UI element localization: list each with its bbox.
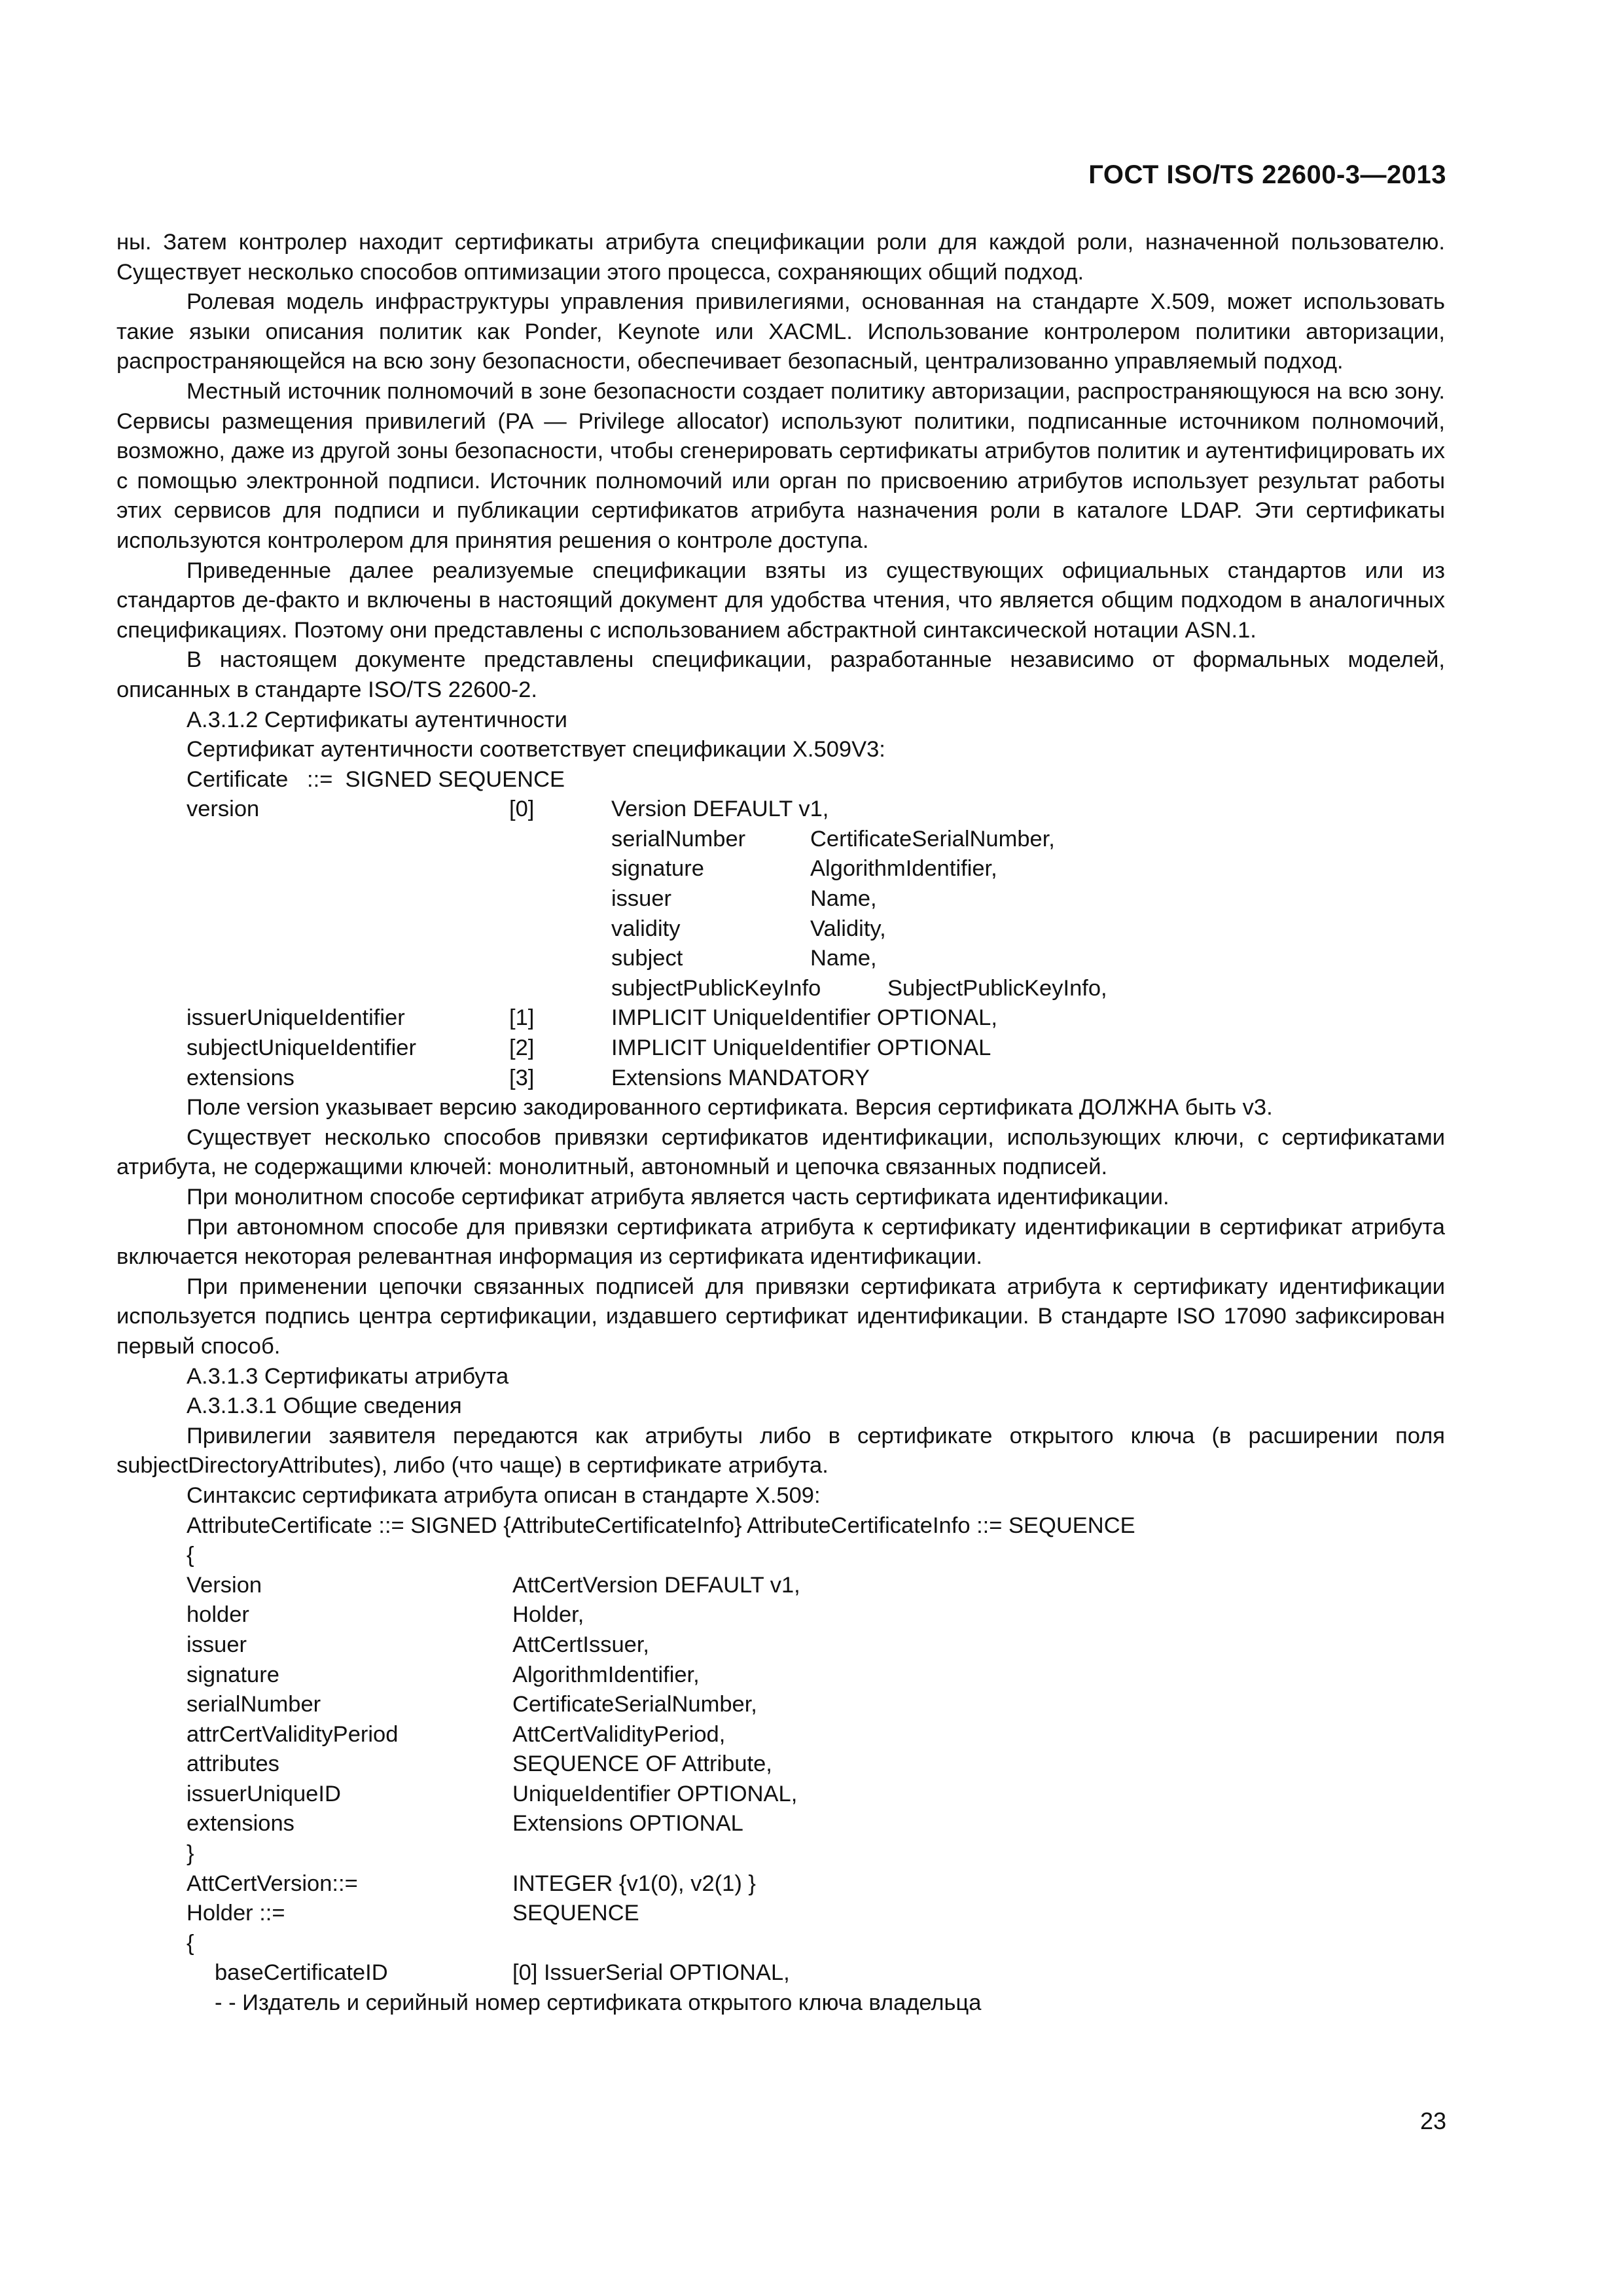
paragraph: Сертификат аутентичности соответствует спецификации X.509V3: xyxy=(187,737,885,762)
field-type: Extensions MANDATORY xyxy=(611,1065,870,1090)
field-type: CertificateSerialNumber, xyxy=(512,1692,757,1717)
field-type: IMPLICIT UniqueIdentifier OPTIONAL xyxy=(611,1035,991,1061)
paragraph: Приведенные далее реализуемые спецификации взяты из существующих официальных стандартов или из стандартов де-факто и включены в настоящий документ для удобства чтения, что является общим подходом в аналогичных спецификациях. Поэтому они представлены с использованием абстрактной синтаксической нотации ASN.1. xyxy=(116,558,1445,643)
field-subname: subject xyxy=(611,946,683,971)
paragraph: При автономном способе для привязки сертификата атрибута к сертификату идентификации в сертификат атрибута включается некоторая релевантная информация из сертификата идентификации. xyxy=(116,1214,1445,1270)
field-name: signature xyxy=(187,1662,279,1687)
subsection-heading: А.3.1.3.1 Общие сведения xyxy=(187,1393,462,1419)
attribute-certificate-syntax-table xyxy=(116,1571,1445,2018)
paragraph: При применении цепочки связанных подписей для привязки сертификата атрибута к сертификату идентификации используется подпись центра сертификации, издавшего сертификат идентификации. В стандарте ISO 17090 зафиксирован первый способ. xyxy=(116,1274,1445,1359)
field-subname: serialNumber xyxy=(611,826,746,852)
code-brace: { xyxy=(187,1543,194,1568)
field-name: AttCertVersion::= xyxy=(187,1871,358,1896)
section-heading: А.3.1.3 Сертификаты атрибута xyxy=(187,1363,509,1389)
code-row xyxy=(116,1929,1445,1959)
code-declaration: Certificate ::= SIGNED SEQUENCE xyxy=(187,766,565,792)
section-heading: А.3.1.2 Сертификаты аутентичности xyxy=(187,707,567,732)
code-row xyxy=(116,1003,1445,1033)
code-row xyxy=(116,1780,1445,1810)
field-tag: [2] xyxy=(509,1035,535,1061)
paragraph: При монолитном способе сертификат атрибута является часть сертификата идентификации. xyxy=(187,1185,1169,1210)
code-row xyxy=(116,1809,1445,1839)
field-subtype: Validity, xyxy=(810,916,886,941)
code-row xyxy=(116,1571,1445,1601)
field-name: extensions xyxy=(187,1065,294,1090)
field-subname: subjectPublicKeyInfo xyxy=(611,975,821,1001)
field-name: issuerUniqueIdentifier xyxy=(187,1005,405,1031)
field-subtype: SubjectPublicKeyInfo, xyxy=(887,975,1107,1001)
code-row xyxy=(116,1600,1445,1630)
field-type: AttCertVersion DEFAULT v1, xyxy=(512,1572,800,1598)
code-declaration: AttributeCertificate ::= SIGNED {AttributeCertificateInfo} AttributeCertificateInfo ::= SEQUENCE xyxy=(187,1513,1135,1538)
paragraph: ны. Затем контролер находит сертификаты атрибута спецификации роли для каждой роли, назначенной пользователю. Существует несколько способов оптимизации этого процесса, сохраняющих общий подход. xyxy=(116,230,1445,285)
paragraph: Существует несколько способов привязки сертификатов идентификации, использующих ключи, с сертификатами атрибута, не содержащими ключей: монолитный, автономный и цепочка связанных подписей. xyxy=(116,1124,1445,1180)
code-row xyxy=(116,795,1445,825)
code-row xyxy=(116,1660,1445,1691)
field-subname: validity xyxy=(611,916,681,941)
field-name: holder xyxy=(187,1602,249,1628)
code-row xyxy=(116,1899,1445,1929)
field-subtype: Name, xyxy=(810,946,877,971)
field-name: extensions xyxy=(187,1811,294,1837)
field-type: AttCertValidityPeriod, xyxy=(512,1721,726,1747)
code-row xyxy=(116,1064,1445,1094)
document-header: ГОСТ ISO/TS 22600-3—2013 xyxy=(1088,160,1446,189)
field-subname: signature xyxy=(611,856,704,882)
field-name: attributes xyxy=(187,1751,279,1777)
code-row xyxy=(116,1630,1445,1660)
field-tag: [0] xyxy=(509,797,535,822)
paragraph: Синтаксис сертификата атрибута описан в стандарте X.509: xyxy=(187,1482,821,1508)
code-row xyxy=(116,974,1445,1004)
field-type: IMPLICIT UniqueIdentifier OPTIONAL, xyxy=(611,1005,997,1031)
field-type: AttCertIssuer, xyxy=(512,1632,649,1657)
field-subtype: Name, xyxy=(810,886,877,912)
field-name: attrCertValidityPeriod xyxy=(187,1721,399,1747)
certificate-syntax-table xyxy=(116,795,1445,1093)
code-row xyxy=(116,884,1445,914)
code-row xyxy=(116,1839,1445,1869)
field-tag: [1] xyxy=(509,1005,535,1031)
paragraph: Ролевая модель инфраструктуры управления привилегиями, основанная на стандарте X.509, может использовать такие языки описания политик как Ponder, Keynote или XACML. Использование контролером политики авторизации, распространяющейся на всю зону безопасности, обеспечивает безопасный, централизованно управляемый подход. xyxy=(116,289,1445,374)
code-row xyxy=(116,1720,1445,1750)
field-type: AlgorithmIdentifier, xyxy=(512,1662,700,1687)
paragraph: Местный источник полномочий в зоне безопасности создает политику авторизации, распространяющуюся на всю зону. Сервисы размещения привилегий (PA — Privilege allocator) используют политики, подписанные источником полномочий, возможно, даже из другой зоны безопасности, чтобы сгенерировать сертификаты атрибутов политик и аутентифицировать их с помощью электронной подписи. Источник полномочий или орган по присвоению атрибутов использует результат работы этих сервисов для подписи и публикации сертификатов атрибута назначения роли в каталоге LDAP. Эти сертификаты используются контролером для принятия решения о контроле доступа. xyxy=(116,378,1445,553)
field-tag: [3] xyxy=(509,1065,535,1090)
code-row xyxy=(116,1033,1445,1064)
field-type: SEQUENCE OF Attribute, xyxy=(512,1751,772,1777)
code-brace: } xyxy=(187,1841,194,1867)
paragraph: Поле version указывает версию закодированного сертификата. Версия сертификата ДОЛЖНА быть v3. xyxy=(187,1095,1273,1121)
field-subname: issuer xyxy=(611,886,672,912)
field-name: Holder ::= xyxy=(187,1901,285,1926)
field-name: issuerUniqueID xyxy=(187,1781,341,1806)
paragraph: В настоящем документе представлены спецификации, разработанные независимо от формальных моделей, описанных в стандарте ISO/TS 22600-2. xyxy=(116,647,1445,702)
field-name: subjectUniqueIdentifier xyxy=(187,1035,416,1061)
code-row xyxy=(116,1690,1445,1720)
field-name: serialNumber xyxy=(187,1692,321,1717)
field-type: Extensions OPTIONAL xyxy=(512,1811,743,1837)
code-row xyxy=(116,914,1445,944)
field-name: version xyxy=(187,797,260,822)
field-type: [0] IssuerSerial OPTIONAL, xyxy=(512,1960,790,1986)
code-row xyxy=(116,944,1445,974)
code-row xyxy=(116,825,1445,855)
field-type: INTEGER {v1(0), v2(1) } xyxy=(512,1871,756,1896)
code-brace: { xyxy=(187,1930,194,1956)
code-row xyxy=(116,854,1445,884)
field-type: Version DEFAULT v1, xyxy=(611,797,829,822)
code-row xyxy=(116,1988,1445,2018)
field-name: Version xyxy=(187,1572,262,1598)
field-name: issuer xyxy=(187,1632,247,1657)
page-number: 23 xyxy=(1419,2108,1446,2134)
code-row xyxy=(116,1749,1445,1780)
field-subtype: AlgorithmIdentifier, xyxy=(810,856,997,882)
field-subtype: CertificateSerialNumber, xyxy=(810,826,1055,852)
field-type: UniqueIdentifier OPTIONAL, xyxy=(512,1781,798,1806)
field-type: Holder, xyxy=(512,1602,584,1628)
code-row xyxy=(116,1958,1445,1988)
field-name: baseCertificateID xyxy=(215,1960,388,1986)
code-row xyxy=(116,1869,1445,1899)
field-type: SEQUENCE xyxy=(512,1901,639,1926)
page-body xyxy=(116,228,1445,2018)
paragraph: Привилегии заявителя передаются как атрибуты либо в сертификате открытого ключа (в расширении поля subjectDirectoryAttributes), либо (что чаще) в сертификате атрибута. xyxy=(116,1423,1445,1479)
code-comment: - - Издатель и серийный номер сертификата открытого ключа владельца xyxy=(215,1990,982,2016)
